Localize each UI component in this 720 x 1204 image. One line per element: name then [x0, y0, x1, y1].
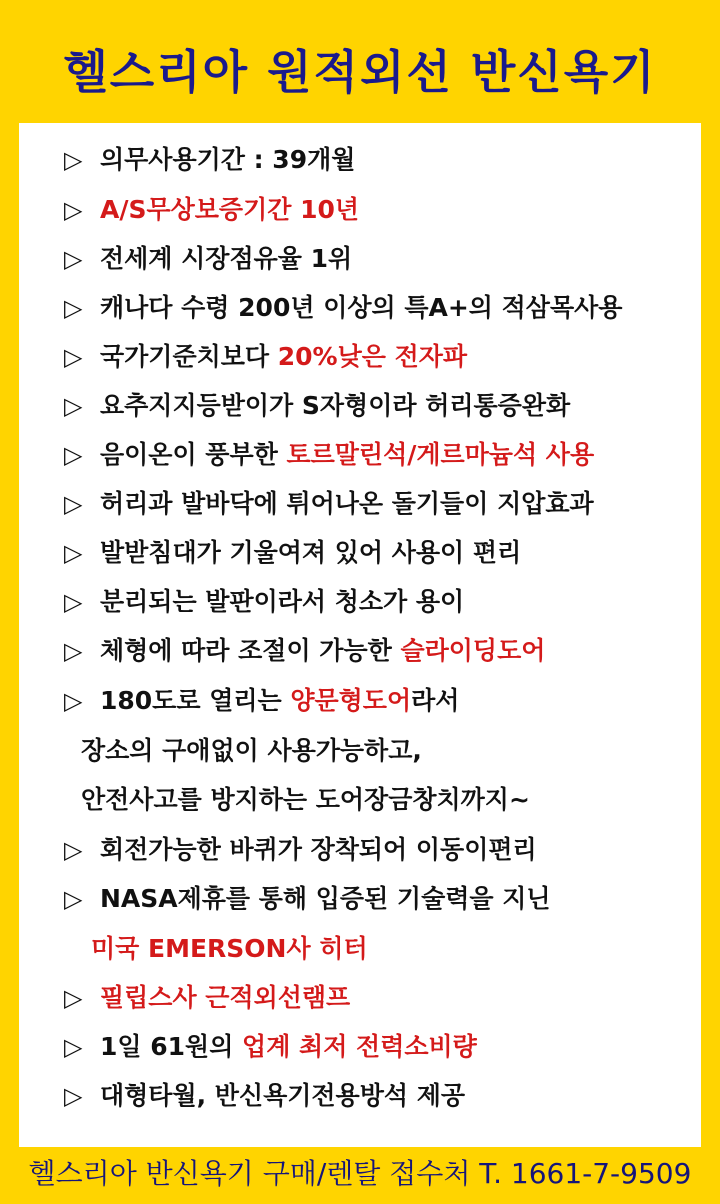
feature-text: 요추지지등받이가 S자형이라 허리통증완화 [100, 391, 571, 420]
highlight-text: 미국 EMERSON사 히터 [91, 934, 368, 963]
triangle-bullet-icon: ▷ [64, 687, 83, 715]
triangle-bullet-icon: ▷ [64, 588, 83, 616]
highlight-text: 토르말린석/게르마늄석 사용 [286, 440, 595, 469]
feature-continuation-line [81, 780, 530, 820]
feature-item [64, 190, 359, 230]
triangle-bullet-icon: ▷ [64, 539, 83, 567]
feature-text: 허리과 발바닥에 튀어나온 돌기들이 지압효과 [100, 489, 594, 518]
feature-item [64, 978, 350, 1018]
feature-text: 음이온이 풍부한 [100, 440, 287, 469]
feature-item [64, 140, 355, 180]
triangle-bullet-icon: ▷ [64, 984, 83, 1012]
triangle-bullet-icon: ▷ [64, 637, 83, 665]
feature-text: 체형에 따라 조절이 가능한 [100, 636, 401, 665]
feature-item [64, 1076, 465, 1116]
feature-continuation-line [81, 731, 422, 771]
feature-text: 라서 [411, 686, 460, 715]
feature-text: 장소의 구애없이 사용가능하고, [81, 736, 422, 765]
highlight-text: A/S무상보증기간 10년 [100, 195, 360, 224]
feature-item [64, 830, 537, 870]
feature-text: NASA제휴를 통해 입증된 기술력을 지닌 [100, 884, 551, 913]
feature-item [64, 533, 521, 573]
feature-item [64, 484, 594, 524]
highlight-text: 필립스사 근적외선램프 [100, 983, 351, 1012]
feature-item [64, 288, 622, 328]
feature-text: 대형타월, 반신욕기전용방석 제공 [100, 1081, 466, 1110]
feature-text: 회전가능한 바퀴가 장착되어 이동이편리 [100, 835, 537, 864]
feature-text: 안전사고를 방지하는 도어장금창치까지~ [81, 785, 530, 814]
triangle-bullet-icon: ▷ [64, 441, 83, 469]
feature-text: 발받침대가 기울여져 있어 사용이 편리 [100, 538, 522, 567]
triangle-bullet-icon: ▷ [64, 885, 83, 913]
feature-item [64, 337, 467, 377]
triangle-bullet-icon: ▷ [64, 1082, 83, 1110]
triangle-bullet-icon: ▷ [64, 1033, 83, 1061]
feature-item [64, 1027, 477, 1067]
feature-item [64, 435, 594, 475]
feature-text: 국가기준치보다 [100, 342, 278, 371]
highlight-text: 슬라이딩도어 [400, 636, 546, 665]
triangle-bullet-icon: ▷ [64, 196, 83, 224]
triangle-bullet-icon: ▷ [64, 245, 83, 273]
feature-item [64, 879, 551, 919]
highlight-text: 업계 최저 전력소비량 [242, 1032, 477, 1061]
feature-text: 전세계 시장점유율 1위 [100, 244, 353, 273]
triangle-bullet-icon: ▷ [64, 343, 83, 371]
triangle-bullet-icon: ▷ [64, 146, 83, 174]
page-title: 헬스리아 원적외선 반신욕기 [63, 45, 657, 99]
feature-text: 의무사용기간 : 39개월 [100, 145, 356, 174]
feature-text: 1일 61원의 [100, 1032, 243, 1061]
triangle-bullet-icon: ▷ [64, 392, 83, 420]
contact-footer: 헬스리아 반신욕기 구매/렌탈 접수처 T. 1661-7-9509 [28, 1157, 692, 1190]
highlight-text: 양문형도어 [290, 686, 412, 715]
feature-item [64, 681, 459, 721]
triangle-bullet-icon: ▷ [64, 294, 83, 322]
feature-list-panel [19, 123, 701, 1147]
feature-text: 분리되는 발판이라서 청소가 용이 [100, 587, 465, 616]
feature-text: 캐나다 수령 200년 이상의 특A+의 적삼목사용 [100, 293, 623, 322]
triangle-bullet-icon: ▷ [64, 836, 83, 864]
triangle-bullet-icon: ▷ [64, 490, 83, 518]
feature-text: 180도로 열리는 [100, 686, 291, 715]
feature-item [64, 582, 464, 622]
feature-continuation-line [91, 929, 368, 969]
highlight-text: 20%낮은 전자파 [277, 342, 468, 371]
feature-item [64, 386, 570, 426]
feature-item [64, 239, 352, 279]
feature-item [64, 631, 545, 671]
